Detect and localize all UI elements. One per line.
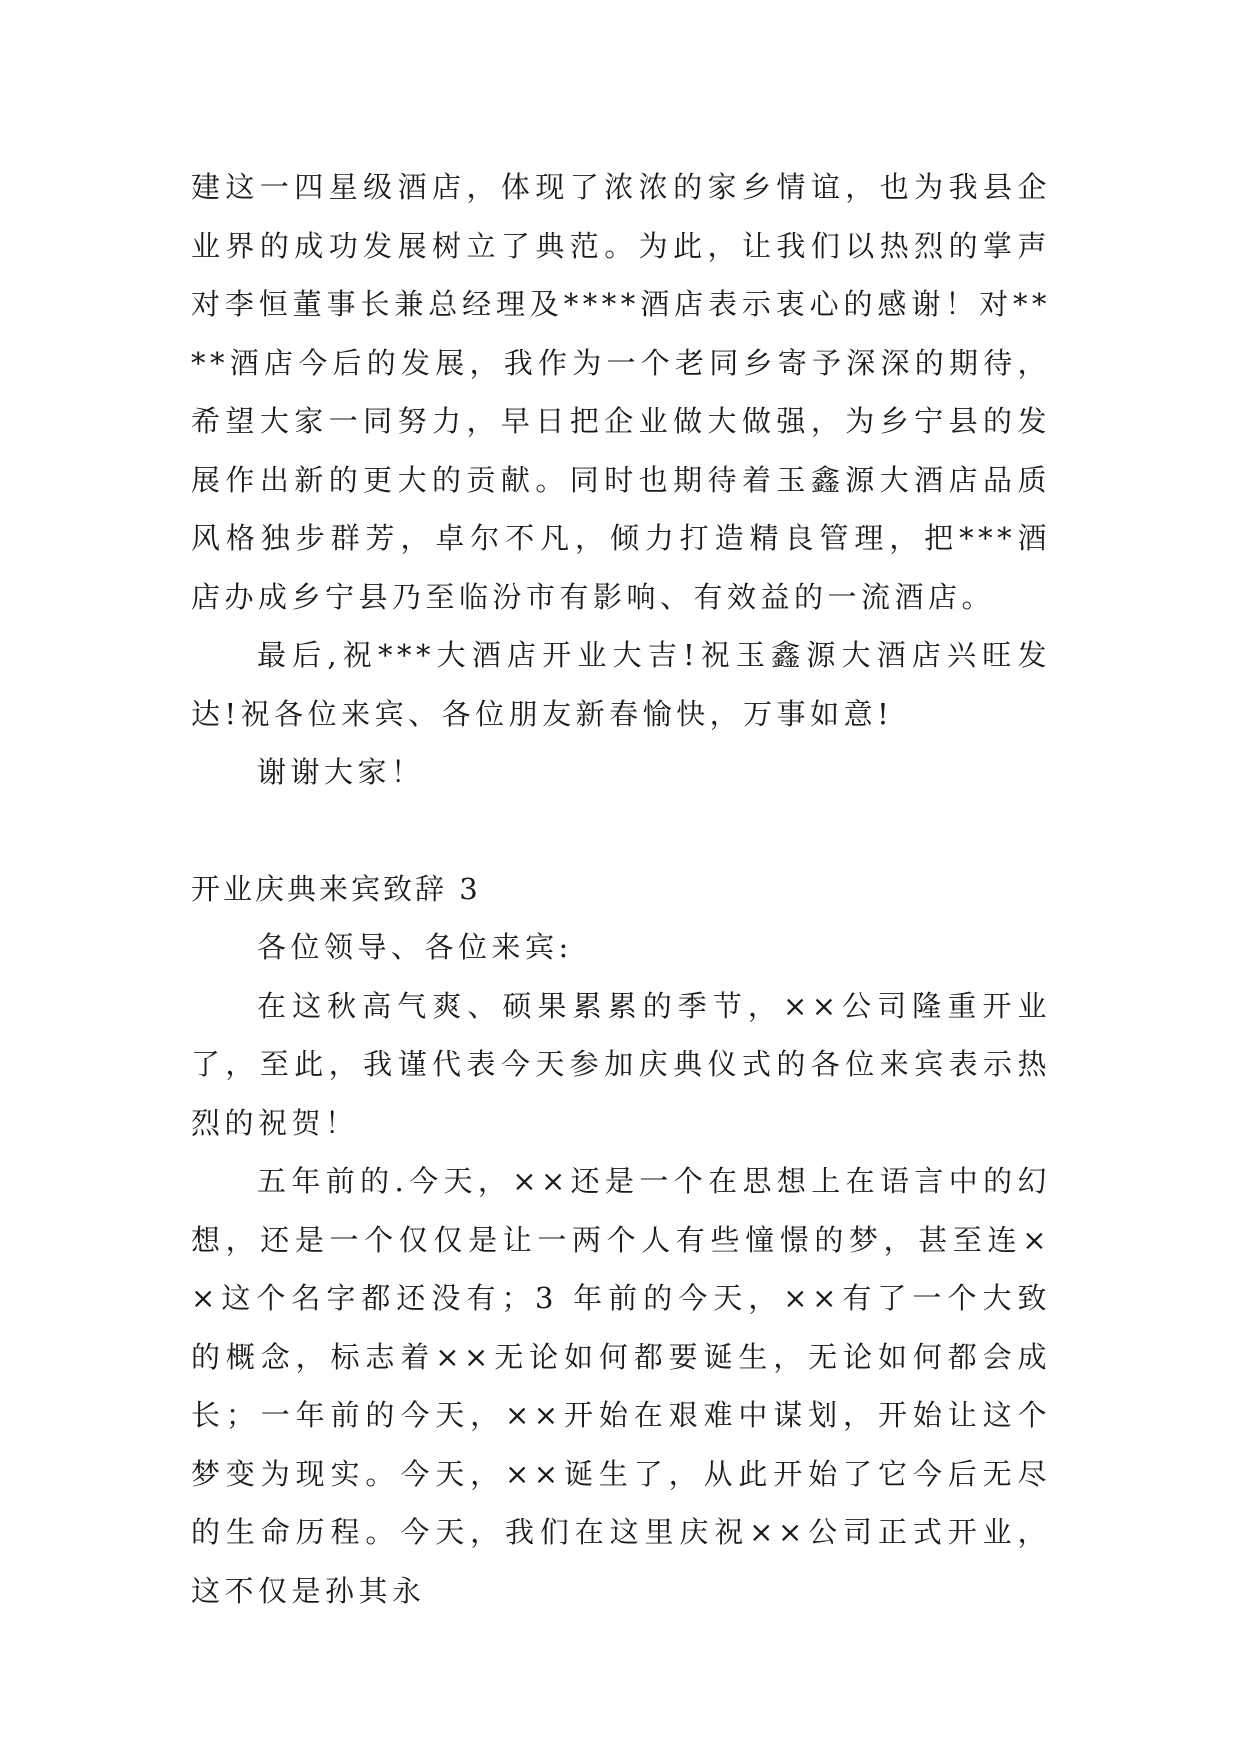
- paragraph-closing-wishes: 最后,祝***大酒店开业大吉!祝玉鑫源大酒店兴旺发达!祝各位来宾、各位朋友新春愉快，万事如意!: [191, 638, 1051, 731]
- paragraph-opening: 在这秋高气爽、硕果累累的季节，××公司隆重开业了，至此，我谨代表今天参加庆典仪式的各位来宾表示热烈的祝贺！: [191, 988, 1051, 1140]
- section-title: 开业庆典来宾致辞 3: [191, 871, 481, 906]
- paragraph-thanks: 谢谢大家！: [257, 755, 425, 789]
- paragraph-history: 五年前的.今天，××还是一个在思想上在语言中的幻想，还是一个仅仅是让一两个人有些憧憬的梦，甚至连××这个名字都还没有；3 年前的今天，××有了一个大致的概念，标志着××无论如何都要诞生，无论如何都会成长；一年前的今天，××开始在艰难中谋划，开始让这个梦变为现实。今天，××诞生了，从此开始了它今后无尽的生命历程。今天，我们在这里庆祝××公司正式开业，这不仅是孙其永: [191, 1164, 1051, 1608]
- section-spacer: [191, 802, 1051, 860]
- document-body: [191, 158, 1051, 1620]
- paragraph-salutation: 各位领导、各位来宾:: [257, 930, 573, 964]
- paragraph-continuation: 建这一四星级酒店，体现了浓浓的家乡情谊，也为我县企业界的成功发展树立了典范。为此，让我们以热烈的掌声对李恒董事长兼总经理及****酒店表示衷心的感谢！对****酒店今后的发展，我作为一个老同乡寄予深深的期待，希望大家一同努力，早日把企业做大做强，为乡宁县的发展作出新的更大的贡献。同时也期待着玉鑫源大酒店品质风格独步群芳，卓尔不凡，倾力打造精良管理，把***酒店办成乡宁县乃至临汾市有影响、有效益的一流酒店。: [191, 170, 1051, 614]
